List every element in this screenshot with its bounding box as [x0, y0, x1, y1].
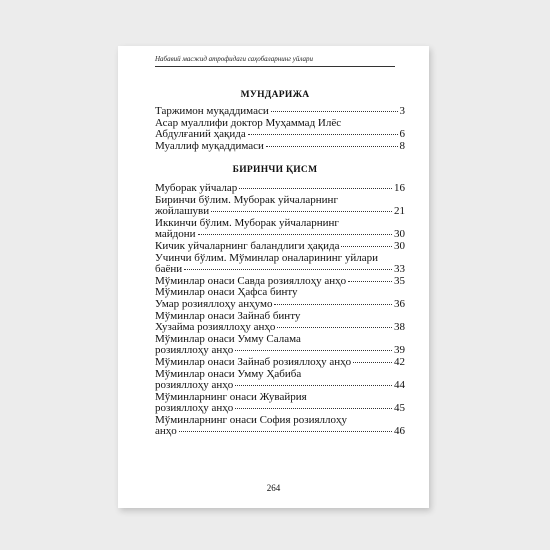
- toc-entry-line: [155, 106, 405, 118]
- toc-page-number: 3: [399, 105, 405, 117]
- toc-entry-text: Асар муаллифи доктор Муҳаммад Илёс: [155, 116, 342, 129]
- dot-leader: [179, 431, 392, 432]
- dot-leader: [239, 188, 392, 189]
- toc-page-number: 46: [394, 425, 405, 438]
- dot-leader: [341, 246, 392, 247]
- toc-entry-text: жойлашуви: [155, 205, 210, 218]
- toc-entry-line: [155, 141, 405, 153]
- toc-entry-text: Мўминларнинг онаси София розияллоҳу: [155, 413, 348, 426]
- toc-entry-text: майдони: [155, 228, 196, 241]
- dot-leader: [235, 350, 392, 351]
- toc-entry-text: Мўминлар онаси Умму Салама: [155, 332, 301, 345]
- toc-page-number: 6: [399, 128, 405, 141]
- toc-page-number: 39: [394, 344, 405, 357]
- toc-entry: [155, 392, 405, 415]
- toc-entry-text: Мўминлар онаси Зайнаб розияллоҳу анҳо: [155, 355, 352, 368]
- toc-entry-text: Умар розияллоҳу анҳумо: [155, 297, 273, 310]
- toc-entry: [155, 195, 405, 218]
- toc-entry-text: Хузайма розияллоҳу анҳо: [155, 321, 276, 334]
- toc-entry: [155, 287, 405, 310]
- toc-page-number: 30: [394, 239, 405, 252]
- toc-entry-text: Кичик уйчаларнинг баландлиги ҳақида: [155, 239, 340, 252]
- header-rule: [155, 66, 395, 67]
- part-one-list: [155, 183, 405, 438]
- toc-entry-text: Мўминлар онаси Зайнаб бинту: [155, 309, 301, 322]
- toc-entry-text: анҳо: [155, 425, 177, 438]
- toc-entry-text: Таржимон муқаддимаси: [155, 105, 269, 117]
- toc-entry-text: розияллоҳу анҳо: [155, 344, 234, 357]
- toc-entry-text: Муборак уйчалар: [155, 182, 238, 194]
- dot-leader: [274, 304, 392, 305]
- part-one-title: БИРИНЧИ ҚИСМ: [232, 165, 318, 175]
- toc-entry-text: розияллоҳу анҳо: [155, 402, 234, 415]
- toc-entry-text: Мўминлар онаси Ҳафса бинту: [155, 286, 298, 299]
- dot-leader: [271, 111, 398, 112]
- toc-entry: [155, 357, 405, 369]
- toc-entry-text: баёни: [155, 263, 183, 276]
- toc-entry-text: розияллоҳу анҳо: [155, 379, 234, 392]
- toc-entry-line: [155, 426, 405, 438]
- toc-entry-line: [155, 322, 405, 334]
- toc-entry-line: [155, 183, 405, 195]
- toc-entry-text: Мўминларнинг онаси Жувайрия: [155, 390, 307, 403]
- toc-entry: [155, 106, 405, 118]
- toc-page-number: 44: [394, 379, 405, 392]
- toc-entry-text: Биринчи бўлим. Муборак уйчаларнинг: [155, 193, 338, 206]
- dot-leader: [248, 134, 398, 135]
- dot-leader: [348, 281, 392, 282]
- dot-leader: [277, 327, 392, 328]
- toc-entry-line: [155, 264, 405, 276]
- toc-entry: [155, 415, 405, 438]
- toc-page-number: 45: [394, 402, 405, 415]
- toc-page-number: 16: [394, 182, 405, 194]
- toc-entry-line: [155, 357, 405, 369]
- dot-leader: [184, 269, 392, 270]
- toc-page-number: 36: [394, 297, 405, 310]
- toc-entry: [155, 369, 405, 392]
- toc-page-number: 38: [394, 321, 405, 334]
- toc-entry-line: [155, 253, 405, 265]
- toc-page-number: 8: [399, 139, 405, 152]
- toc-page-number: 21: [394, 205, 405, 218]
- dot-leader: [211, 211, 392, 212]
- running-header: Набавий масжид атрофидаги саҳобаларнинг уйлари: [155, 55, 313, 63]
- toc-entry-line: [155, 415, 405, 427]
- toc-entry: [155, 183, 405, 195]
- toc-entry-line: [155, 380, 405, 392]
- toc-page-number: 30: [394, 228, 405, 241]
- toc-entry: [155, 241, 405, 253]
- toc-entry: [155, 253, 405, 276]
- dot-leader: [235, 385, 392, 386]
- toc-entry: [155, 118, 405, 141]
- contents-list: [155, 106, 405, 152]
- toc-entry: [155, 141, 405, 153]
- toc-entry: [155, 218, 405, 241]
- toc-entry-text: Абдулғаний ҳақида: [155, 128, 246, 141]
- toc-entry-text: Мўминлар онаси Савда розияллоҳу анҳо: [155, 274, 347, 287]
- toc-entry-text: Мўминлар онаси Умму Ҳабиба: [155, 367, 302, 380]
- toc-entry-text: Учинчи бўлим. Мўминлар оналарининг уйлари: [155, 251, 379, 264]
- dot-leader: [353, 362, 392, 363]
- toc-entry-line: [155, 299, 405, 311]
- dot-leader: [235, 408, 392, 409]
- toc-entry-text: Муаллиф муқаддимаси: [155, 139, 264, 152]
- contents-title: МУНДАРИЖА: [240, 90, 310, 100]
- toc-page-number: 42: [394, 355, 405, 368]
- dot-leader: [266, 146, 398, 147]
- page-number: 264: [266, 483, 281, 493]
- toc-page-number: 35: [394, 274, 405, 287]
- toc-entry: [155, 334, 405, 357]
- book-page: [118, 46, 429, 508]
- dot-leader: [198, 234, 392, 235]
- toc-entry-text: Иккинчи бўлим. Муборак уйчаларнинг: [155, 216, 339, 229]
- toc-page-number: 33: [394, 263, 405, 276]
- toc-entry: [155, 311, 405, 334]
- toc-entry-line: [155, 241, 405, 253]
